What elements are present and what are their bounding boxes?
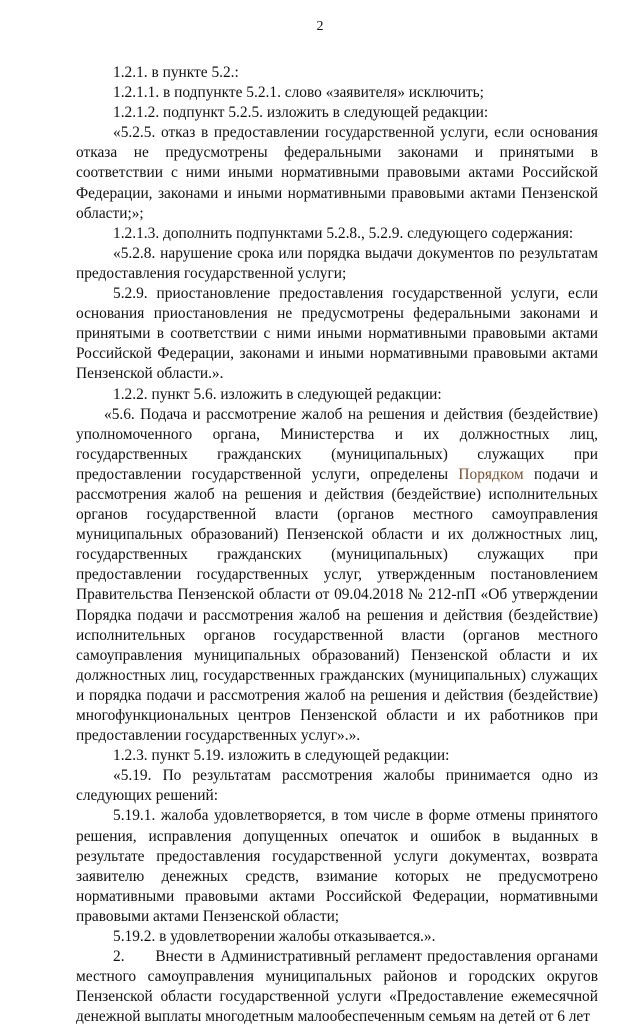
poryadok-link[interactable]: Порядком	[458, 465, 524, 483]
paragraph-1-2-3: 1.2.3. пункт 5.19. изложить в следующей редакции:	[113, 747, 450, 765]
paragraph-5-6-after: подачи и рассмотрения жалоб на решения и действия (бездействие) исполнительных органов государственной власти (органов местного самоуправления муниципальных образований) Пензенской области и их должностных лиц, государственных гражданских (муниципальных) служащих при предоставлении государственных услуг, утвержденным постановлением Правительства Пензенской области от 09.04.2018 № 212-пП «Об утверждении Порядка подачи и рассмотрения жалоб на решения и действия (бездействие) исполнительных органов государственной власти (органов местного самоуправления муниципальных образований) Пензенской области и их должностных лиц, государственных гражданских (муниципальных) служащих и порядка подачи и рассмотрения жалоб на решения и действия (бездействие) многофункциональных центров Пензенской области и их работников при предоставлении государственных услуг».».	[76, 465, 598, 745]
paragraph-5-6-before: «5.6. Подача и рассмотрение жалоб на решения и действия (бездействие) уполномоченного органа, Министерства и их должностных лиц, государственных гражданских (муниципальных) служащих при предоставлении государственной услуги, определены	[76, 405, 598, 483]
paragraph-5-2-5: «5.2.5. отказ в предоставлении государственной услуги, если основания отказа не предусмотрены федеральными законами и принятыми в соответствии с ними иными нормативными правовыми актами Российской Федерации, законами и иными нормативными правовыми актами Пензенской области;»;	[76, 124, 598, 222]
paragraph-1-2-2: 1.2.2. пункт 5.6. изложить в следующей редакции:	[113, 385, 442, 403]
paragraph-5-19-2: 5.19.2. в удовлетворении жалобы отказывается.».	[113, 928, 436, 946]
paragraph-5-19: «5.19. По результатам рассмотрения жалобы принимается одно из следующих решений:	[76, 767, 598, 805]
document-body	[76, 63, 598, 1028]
paragraph-5-19-1: 5.19.1. жалоба удовлетворяется, в том числе в форме отмены принятого решения, исправления допущенных опечаток и ошибок в выданных в результате предоставления государственной услуги документах, возврата заявителю денежных средств, взимание которых не предусмотрено нормативными правовыми актами Российской Федерации, нормативными правовыми актами Пензенской области;	[76, 807, 598, 925]
paragraph-1-2-1-1: 1.2.1.1. в подпункте 5.2.1. слово «заявителя» исключить;	[113, 84, 484, 102]
paragraph-2: 2. Внести в Административный регламент предоставления органами местного самоуправления муниципальных районов и городских округов Пензенской области государственной услуги «Предоставление ежемесячной денежной выплаты многодетным малообеспеченным семьям на детей от 6 лет	[76, 948, 598, 1026]
paragraph-1-2-1-3: 1.2.1.3. дополнить подпунктами 5.2.8., 5.2.9. следующего содержания:	[113, 224, 574, 242]
paragraph-1-2-1: 1.2.1. в пункте 5.2.:	[113, 64, 239, 81]
paragraph-5-2-8: «5.2.8. нарушение срока или порядка выдачи документов по результатам предоставления государственной услуги;	[76, 244, 598, 282]
paragraph-5-2-9: 5.2.9. приостановление предоставления государственной услуги, если основания приостановления не предусмотрены федеральными законами и принятыми в соответствии с ними иными нормативными правовыми актами Российской Федерации, законами и иными нормативными правовыми актами Пензенской области.».	[76, 285, 598, 383]
page-number: 2	[316, 19, 324, 34]
paragraph-5-6	[76, 405, 598, 747]
paragraph-1-2-1-2: 1.2.1.2. подпункт 5.2.5. изложить в следующей редакции:	[113, 104, 489, 122]
